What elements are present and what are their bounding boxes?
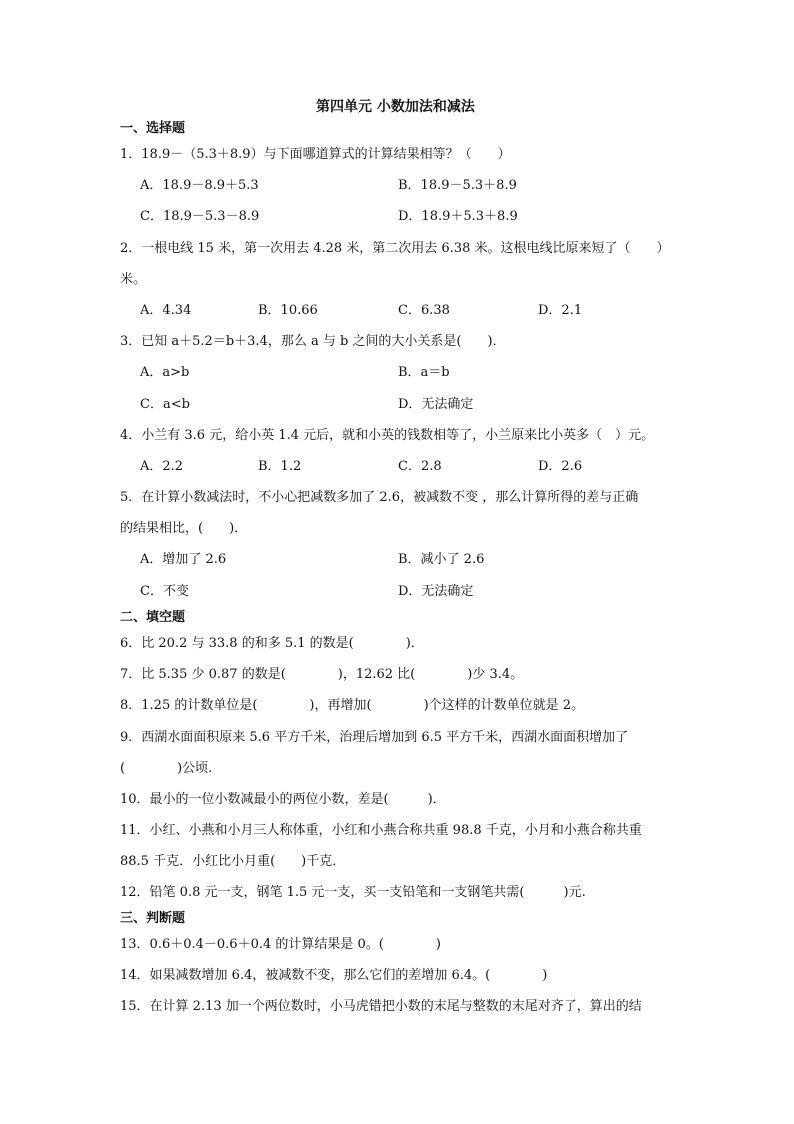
question-1-option-a: A．18.9－8.9＋5.3 <box>140 178 259 193</box>
question-7: 7．比 5.35 少 0.87 的数是( )，12.62 比( )少 3.4。 <box>120 667 524 682</box>
question-2-option-d: D．2.1 <box>538 303 583 318</box>
question-11-line-1: 11．小红、小燕和小月三人称体重，小红和小燕合称共重 98.8 千克，小月和小燕合称共重 <box>120 823 642 838</box>
question-2-option-c: C．6.38 <box>398 303 450 318</box>
question-11-line-2: 88.5 千克．小红比小月重( )千克． <box>120 854 346 869</box>
question-2-option-a: A．4.34 <box>140 303 192 318</box>
question-1-stem: 1．18.9－（5.3＋8.9）与下面哪道算式的计算结果相等？（ ） <box>120 147 511 162</box>
question-3-option-c: C．a<b <box>140 397 190 412</box>
question-5-option-c: C．不变 <box>140 584 189 599</box>
question-3-option-b: B．a＝b <box>398 365 450 380</box>
section-heading-judge: 三、判断题 <box>120 911 186 926</box>
question-9-line-1: 9．西湖水面面积原来 5.6 平方千米，治理后增加到 6.5 平方千米，西湖水面面积增加了 <box>120 730 629 745</box>
question-13: 13．0.6＋0.4－0.6＋0.4 的计算结果是 0。( ) <box>120 937 441 952</box>
question-4-option-a: A．2.2 <box>140 459 184 474</box>
question-5-option-d: D．无法确定 <box>398 584 474 599</box>
question-1-option-b: B．18.9－5.3＋8.9 <box>398 178 517 193</box>
page-title: 第四单元 小数加法和减法 <box>316 99 475 115</box>
question-9-line-2: ( )公顷. <box>120 761 213 776</box>
question-1-option-c: C．18.9－5.3－8.9 <box>140 209 260 224</box>
question-3-stem: 3．已知 a＋5.2＝b＋3.4，那么 a 与 b 之间的大小关系是( )． <box>120 334 506 349</box>
section-heading-choice: 一、选择题 <box>120 121 186 136</box>
question-4-option-d: D．2.6 <box>538 459 583 474</box>
question-10: 10．最小的一位小数减最小的两位小数，差是( )． <box>120 792 446 807</box>
question-5-option-a: A．增加了 2.6 <box>140 552 227 567</box>
question-5-line-1: 5．在计算小数减法时，不小心把减数多加了 2.6，被减数不变 ，那么计算所得的差与正确 <box>120 490 639 505</box>
question-4-option-b: B．1.2 <box>258 459 302 474</box>
question-14: 14．如果减数增加 6.4，被减数不变，那么它们的差增加 6.4。( ) <box>120 968 548 983</box>
question-4-stem: 4．小兰有 3.6 元，给小英 1.4 元后，就和小英的钱数相等了，小兰原来比小英多（ ）元。 <box>120 428 655 443</box>
question-2-line-1: 2．一根电线 15 米，第一次用去 4.28 米，第二次用去 6.38 米。这根电线比原来短了（ ） <box>120 241 670 256</box>
question-2-option-b: B．10.66 <box>258 303 318 318</box>
question-3-option-d: D．无法确定 <box>398 397 474 412</box>
question-12: 12．铅笔 0.8 元一支，钢笔 1.5 元一支，买一支铅笔和一支钢笔共需( )元. <box>120 885 586 900</box>
section-heading-fill: 二、填空题 <box>120 610 186 625</box>
question-5-line-2: 的结果相比，( )． <box>120 521 248 536</box>
question-2-line-2: 米。 <box>120 272 147 287</box>
question-8: 8．1.25 的计数单位是( )，再增加( )个这样的计数单位就是 2。 <box>120 698 585 713</box>
question-1-option-d: D．18.9＋5.3＋8.9 <box>398 209 518 224</box>
question-5-option-b: B．减小了 2.6 <box>398 552 485 567</box>
question-15-line-1: 15．在计算 2.13 加一个两位数时，小马虎错把小数的末尾与整数的末尾对齐了，算出的结 <box>120 999 642 1014</box>
question-3-option-a: A．a>b <box>140 365 190 380</box>
question-6: 6．比 20.2 与 33.8 的和多 5.1 的数是( )． <box>120 636 424 651</box>
question-4-option-c: C．2.8 <box>398 459 442 474</box>
